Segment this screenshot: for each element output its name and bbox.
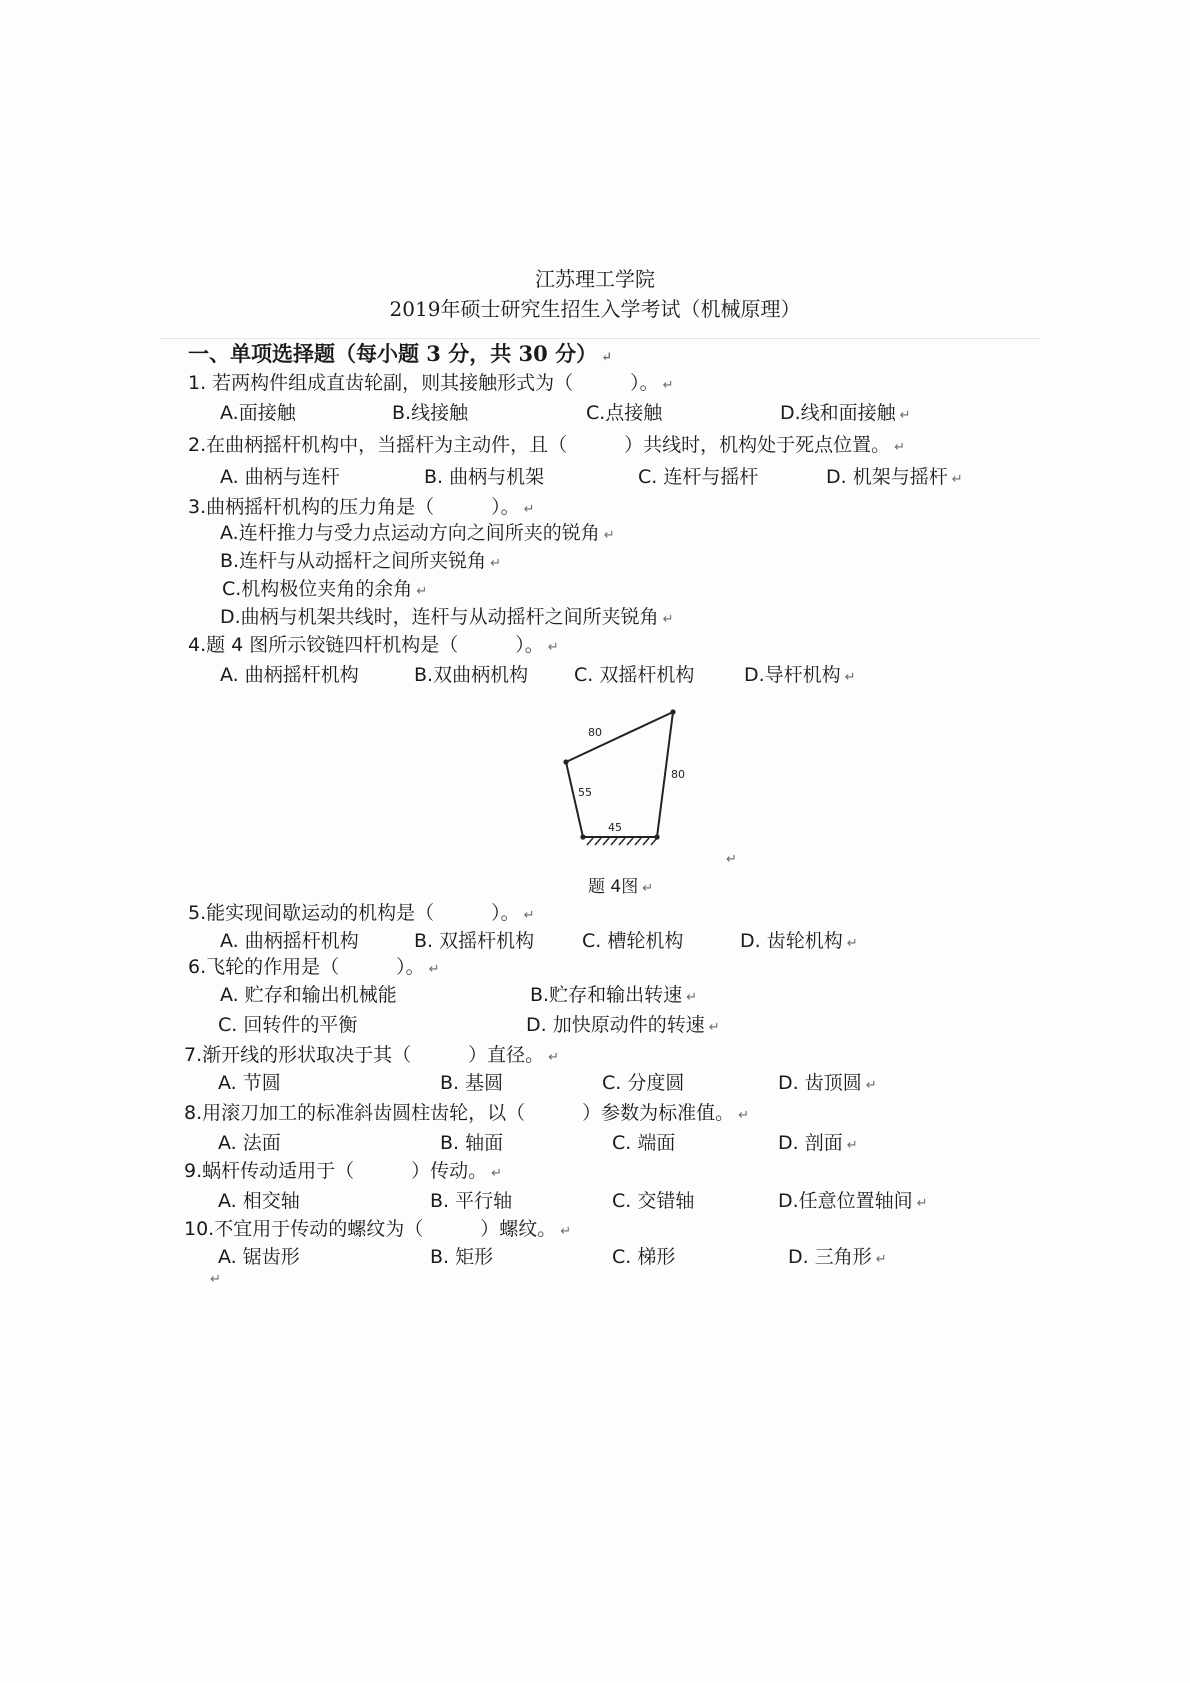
q4-option-c: C. 双摇杆机构 <box>574 664 695 686</box>
question-10-stem: 10.不宜用于传动的螺纹为（ ）螺纹。 ↵ <box>184 1218 572 1240</box>
question-9-stem: 9.蜗杆传动适用于（ ）传动。 ↵ <box>184 1160 503 1182</box>
question-1-stem: 1. 若两构件组成直齿轮副，则其接触形式为（ ）。 ↵ <box>188 372 674 394</box>
q5-option-b: B. 双摇杆机构 <box>414 930 535 952</box>
question-6-stem: 6.飞轮的作用是（ ）。 ↵ <box>188 956 440 978</box>
q7-option-d: D. 齿顶圆 ↵ <box>778 1072 877 1094</box>
q10-option-c: C. 梯形 <box>612 1246 676 1268</box>
q8-option-c: C. 端面 <box>612 1132 676 1154</box>
joint <box>580 834 585 839</box>
question-5-stem: 5.能实现间歇运动的机构是（ ）。 ↵ <box>188 902 535 924</box>
section-heading-text: 一、单项选择题（每小题 3 分，共 30 分） <box>188 341 598 366</box>
q8-option-b: B. 轴面 <box>440 1132 504 1154</box>
q9-option-c: C. 交错轴 <box>612 1190 695 1212</box>
q10-option-a: A. 锯齿形 <box>218 1246 300 1268</box>
q8-option-a: A. 法面 <box>218 1132 281 1154</box>
school-name: 江苏理工学院 <box>535 267 655 291</box>
q3-option-c: C.机构极位夹角的余角 ↵ <box>222 578 428 600</box>
q10-option-b: B. 矩形 <box>430 1246 494 1268</box>
link-ground-label: 45 <box>608 821 622 834</box>
question-4-stem: 4.题 4 图所示铰链四杆机构是（ ）。 ↵ <box>188 634 559 656</box>
paragraph-mark: ↵ <box>726 852 737 867</box>
paragraph-mark: ↵ <box>210 1272 221 1287</box>
q9-option-d: D.任意位置轴间 ↵ <box>778 1190 928 1212</box>
q2-option-c: C. 连杆与摇杆 <box>638 466 759 488</box>
question-3-stem: 3.曲柄摇杆机构的压力角是（ ）。 ↵ <box>188 496 535 518</box>
q7-option-b: B. 基圆 <box>440 1072 504 1094</box>
q8-option-d: D. 剖面 ↵ <box>778 1132 858 1154</box>
q2-option-b: B. 曲柄与机架 <box>424 466 545 488</box>
figure-caption: 题 4图 ↵ <box>588 877 654 897</box>
q7-option-a: A. 节圆 <box>218 1072 281 1094</box>
link-right-label: 80 <box>671 768 685 781</box>
q6-option-c: C. 回转件的平衡 <box>218 1014 358 1036</box>
q2-option-d: D. 机架与摇杆 ↵ <box>826 466 963 488</box>
q6-option-b: B.贮存和输出转速 ↵ <box>530 984 697 1006</box>
link-top <box>566 712 673 762</box>
q6-option-a: A. 贮存和输出机械能 <box>220 984 397 1006</box>
question-2-stem: 2.在曲柄摇杆机构中，当摇杆为主动件，且（ ）共线时，机构处于死点位置。 ↵ <box>188 434 906 456</box>
q1-option-a: A.面接触 <box>220 402 296 424</box>
exam-title: 2019年硕士研究生招生入学考试（机械原理） <box>389 297 801 321</box>
question-7-stem: 7.渐开线的形状取决于其（ ）直径。 ↵ <box>184 1044 560 1066</box>
q4-option-a: A. 曲柄摇杆机构 <box>220 664 359 686</box>
link-top-label: 80 <box>588 726 602 739</box>
q2-option-a: A. 曲柄与连杆 <box>220 466 340 488</box>
joint <box>670 709 675 714</box>
q6-option-d: D. 加快原动件的转速 ↵ <box>526 1014 720 1036</box>
q1-option-b: B.线接触 <box>392 402 469 424</box>
q9-option-b: B. 平行轴 <box>430 1190 513 1212</box>
q1-option-d: D.线和面接触 ↵ <box>780 402 911 424</box>
q1-option-c: C.点接触 <box>586 402 663 424</box>
ground-hatch <box>587 838 657 845</box>
paragraph-mark: ↵ <box>601 350 612 365</box>
q10-option-d: D. 三角形 ↵ <box>788 1246 887 1268</box>
q3-option-b: B.连杆与从动摇杆之间所夹锐角 ↵ <box>220 550 501 572</box>
q5-option-a: A. 曲柄摇杆机构 <box>220 930 359 952</box>
link-left-label: 55 <box>578 786 592 799</box>
q7-option-c: C. 分度圆 <box>602 1072 685 1094</box>
q3-option-d: D.曲柄与机架共线时，连杆与从动摇杆之间所夹锐角 ↵ <box>220 606 674 628</box>
q5-option-d: D. 齿轮机构 ↵ <box>740 930 858 952</box>
q4-option-b: B.双曲柄机构 <box>414 664 529 686</box>
link-left <box>566 762 583 837</box>
q9-option-a: A. 相交轴 <box>218 1190 300 1212</box>
joint <box>563 759 568 764</box>
section-heading <box>188 338 612 368</box>
q4-option-d: D.导杆机构 ↵ <box>744 664 856 686</box>
question-8-stem: 8.用滚刀加工的标准斜齿圆柱齿轮，以（ ）参数为标准值。 ↵ <box>184 1102 750 1124</box>
q3-option-a: A.连杆推力与受力点运动方向之间所夹的锐角 ↵ <box>220 522 615 544</box>
q5-option-c: C. 槽轮机构 <box>582 930 684 952</box>
